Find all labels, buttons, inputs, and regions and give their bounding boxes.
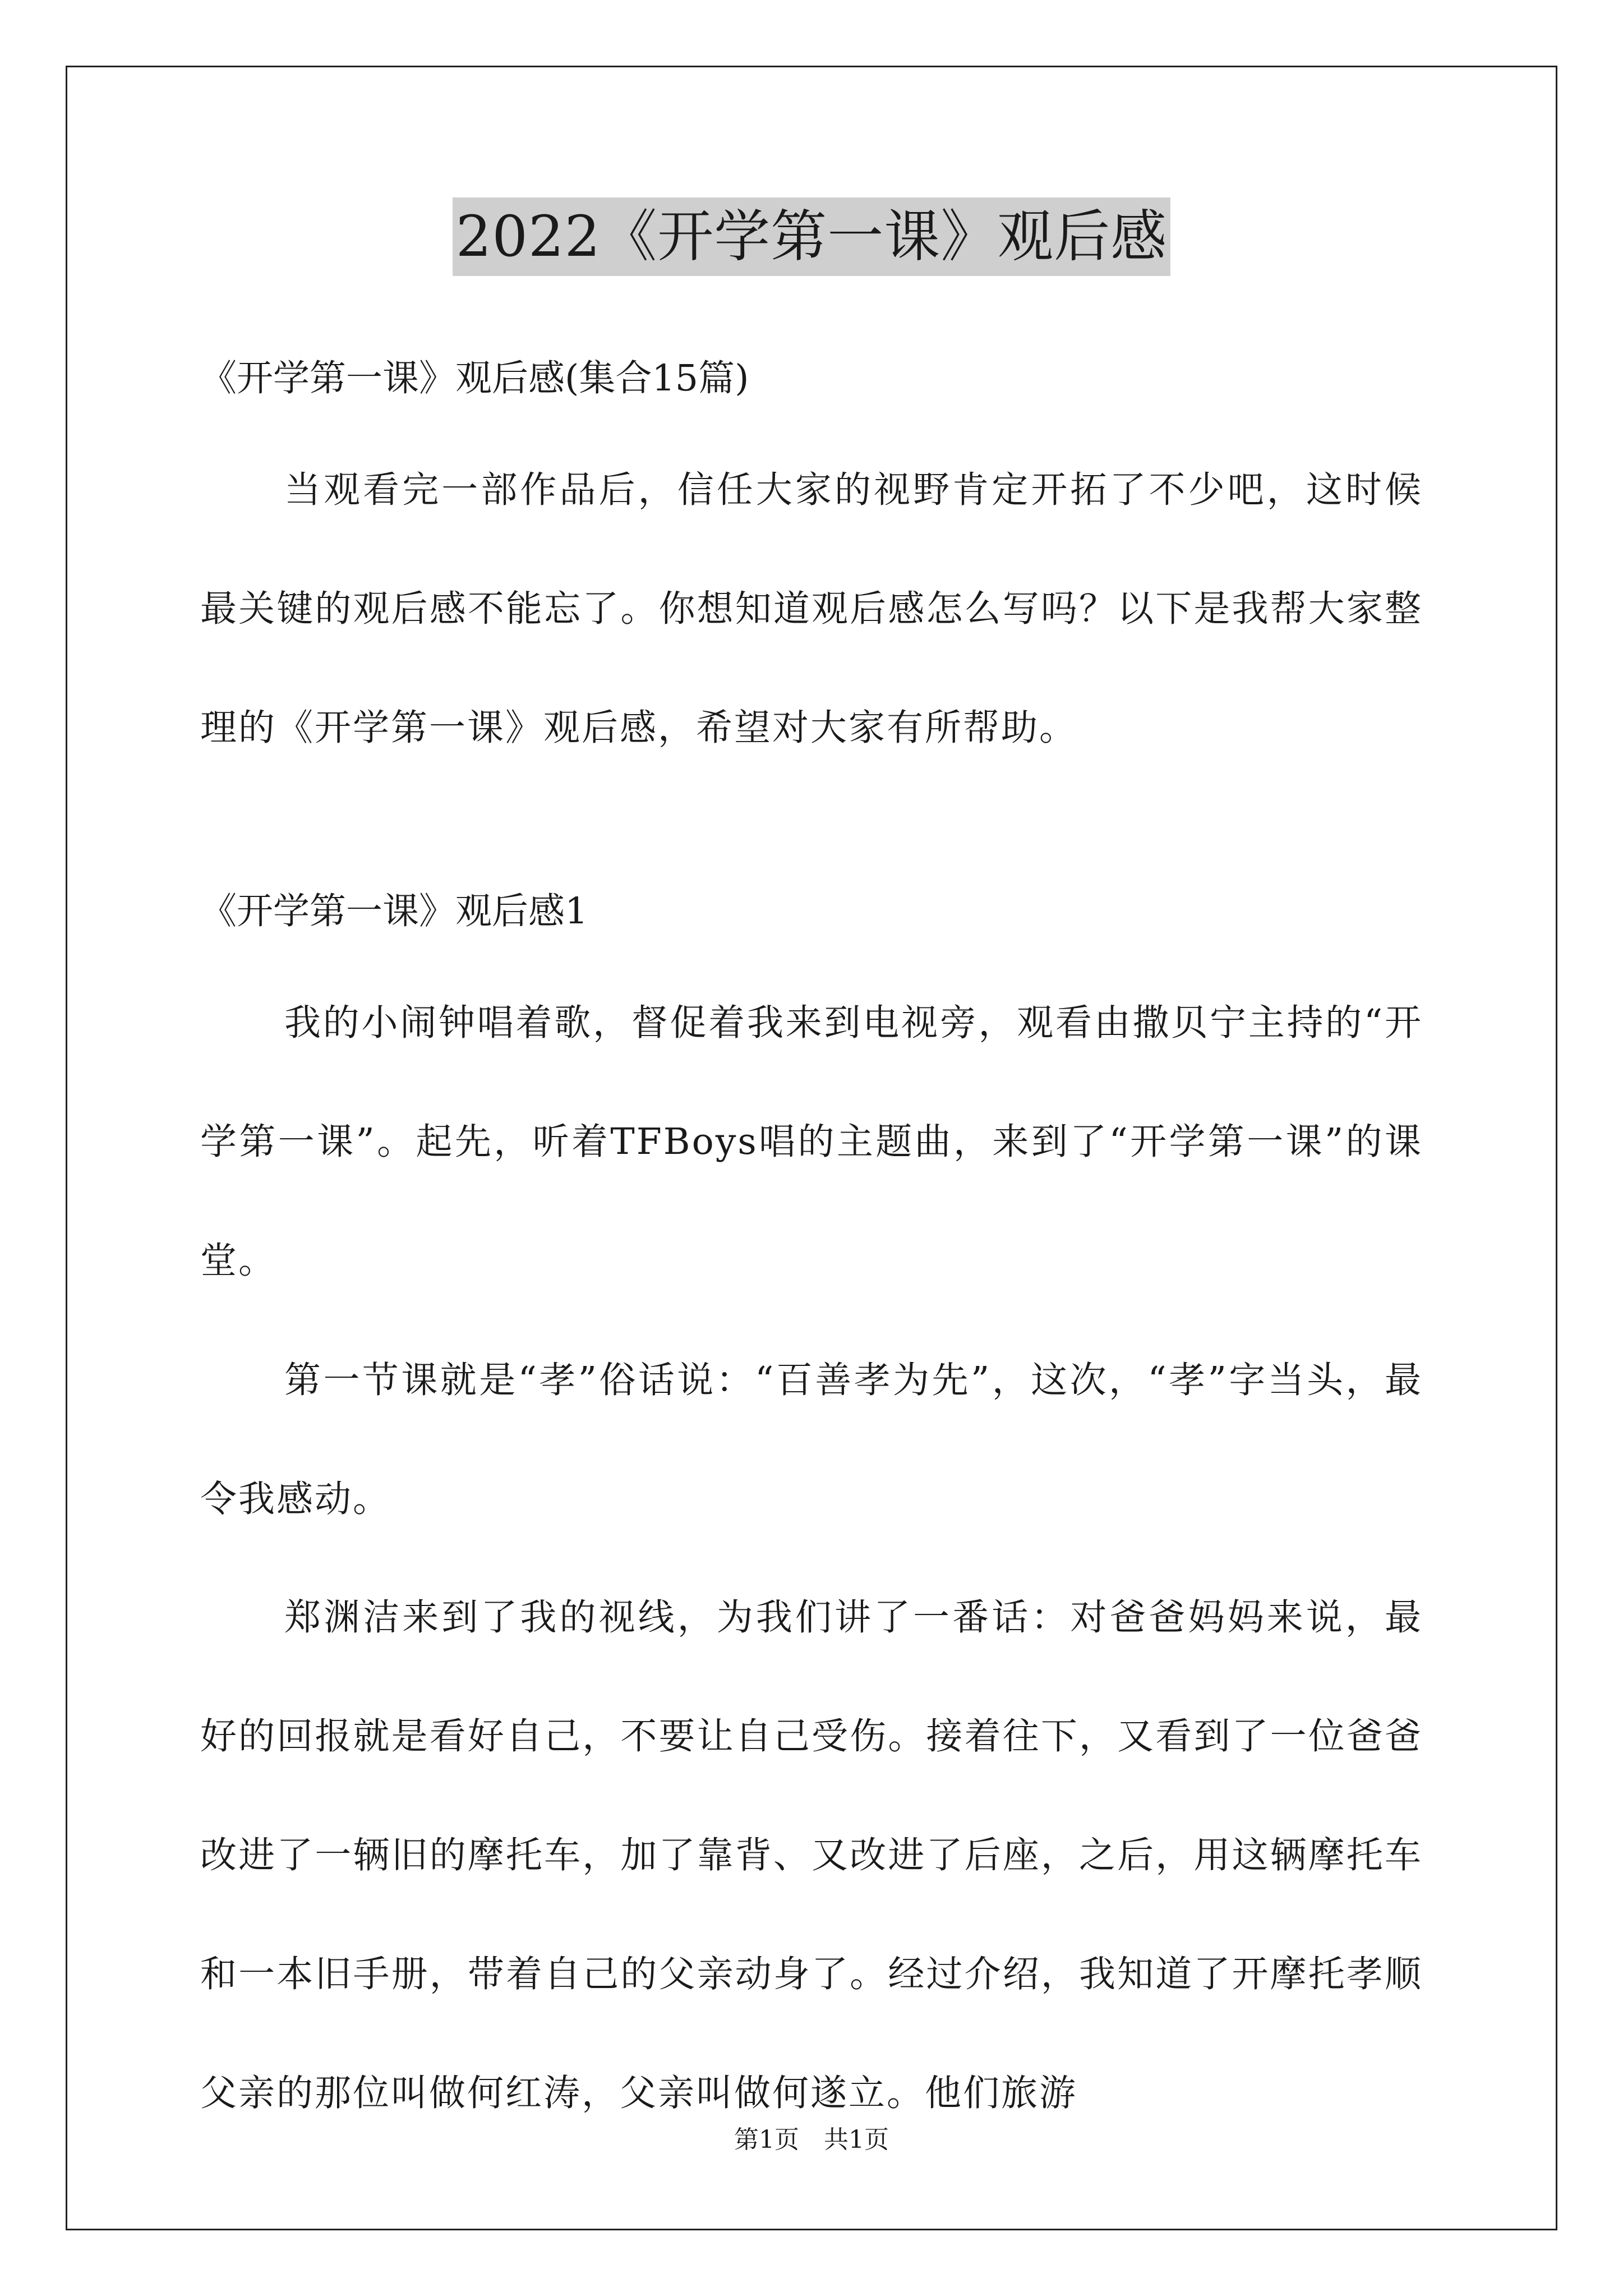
document-subtitle: 《开学第一课》观后感(集合15篇) bbox=[200, 357, 749, 399]
title-wrapper bbox=[200, 197, 1423, 276]
intro-paragraph: 当观看完一部作品后，信任大家的视野肯定开拓了不少吧，这时候最关键的观后感不能忘了。你想知道观后感怎么写吗？以下是我帮大家整理的《开学第一课》观后感，希望对大家有所帮助。 bbox=[200, 469, 1423, 749]
body-paragraph: 第一节课就是“孝”俗话说：“百善孝为先”，这次，“孝”字当头，最令我感动。 bbox=[200, 1359, 1423, 1520]
page-footer: 第1页 共1页 bbox=[734, 2125, 889, 2154]
section-heading: 《开学第一课》观后感1 bbox=[200, 890, 588, 932]
body-paragraph: 郑渊洁来到了我的视线，为我们讲了一番话：对爸爸妈妈来说，最好的回报就是看好自己，不要让自己受伤。接着往下，又看到了一位爸爸改进了一辆旧的摩托车，加了靠背、又改进了后座，之后，用这辆摩托车和一本旧手册，带着自己的父亲动身了。经过介绍，我知道了开摩托孝顺父亲的那位叫做何红涛，父亲叫做何遂立。他们旅游 bbox=[200, 1596, 1423, 2114]
body-paragraph: 我的小闹钟唱着歌，督促着我来到电视旁，观看由撒贝宁主持的“开学第一课”。起先，听着TFBoys唱的主题曲，来到了“开学第一课”的课堂。 bbox=[200, 1002, 1423, 1282]
document-title: 2022《开学第一课》观后感 bbox=[453, 197, 1171, 276]
